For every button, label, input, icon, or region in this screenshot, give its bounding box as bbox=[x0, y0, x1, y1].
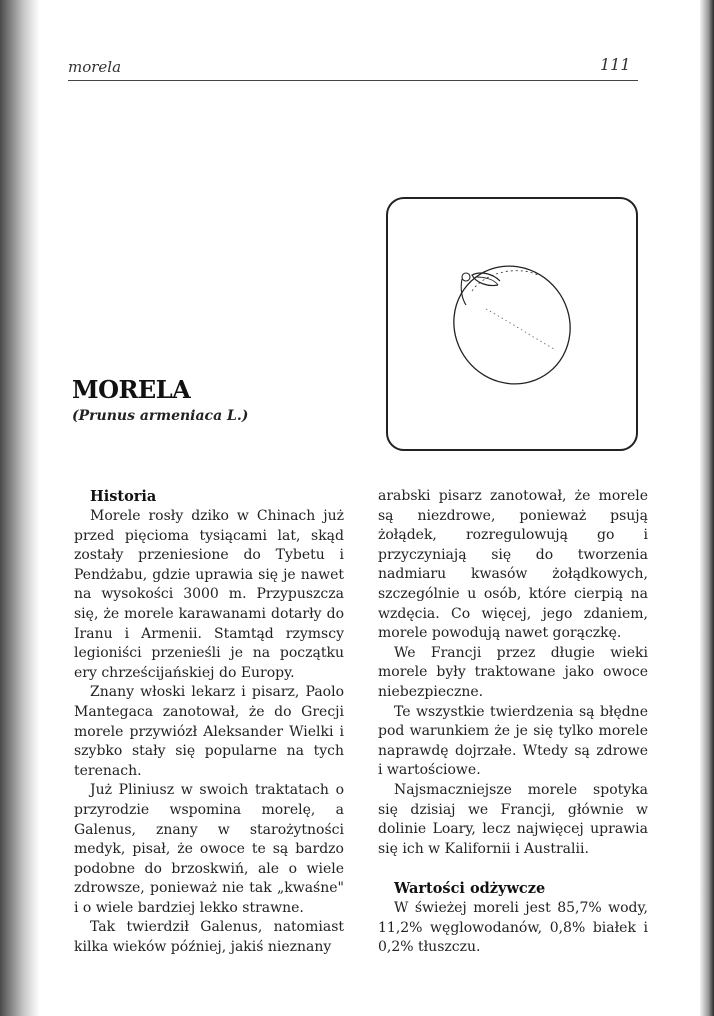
paragraph: Już Pliniusz w swoich traktatach o przyrodzie wspomina morelę, a Galenus, znany w starożytności medyk, pisał, że owoce te są bardzo podobne do brzoskwiń, ale o wiele zdrowsze, ponieważ nie tak „kwaśne" i o wiele bardziej lekko strawne. bbox=[74, 782, 344, 916]
left-column bbox=[74, 487, 344, 958]
paragraph: Te wszystkie twierdzenia są błędne pod warunkiem że je się tylko morele naprawdę dojrzałe. Wtedy są zdrowe i wartościowe. bbox=[378, 703, 648, 779]
paragraph: Morele rosły dziko w Chinach już przed pięcioma tysiącami lat, skąd zostały przeniesione do Tybetu i Pendżabu, gdzie uprawia się je nawet na wysokości 3000 m. Przypuszcza się, że morele karawanami dotarły do Iranu i Armenii. Stamtąd rzymscy legioniści przenieśli je na początku ery chrześcijańskiej do Europy. bbox=[74, 508, 344, 681]
article-title: MORELA bbox=[72, 375, 191, 404]
page-edge-shadow bbox=[700, 0, 714, 1016]
illustration-frame bbox=[386, 197, 638, 451]
paragraph: Znany włoski lekarz i pisarz, Paolo Mantegaca zanotował, że do Grecji morele przywiózł Aleksander Wielki i szybko stały się popularne na tych terenach. bbox=[74, 684, 344, 779]
paragraph: Najsmaczniejsze morele spotyka się dzisiaj we Francji, głównie w dolinie Loary, lecz najwięcej uprawia się ich w Kalifornii i Australii. bbox=[378, 781, 648, 857]
right-column bbox=[378, 487, 648, 958]
paragraph: Tak twierdził Galenus, natomiast kilka wieków później, jakiś nieznany bbox=[74, 919, 344, 956]
running-head: morela bbox=[68, 58, 122, 76]
latin-name: (Prunus armeniaca L.) bbox=[72, 408, 249, 424]
paragraph-continuation: arabski pisarz zanotował, że morele są niezdrowe, ponieważ psują żołądek, rozregulowują go i przyczyniają się do tworzenia nadmiaru kwasów żołądkowych, szczególnie u osób, które cierpią na wzdęcia. Co więcej, jego zdaniem, morele powodują nawet gorączkę. bbox=[378, 488, 648, 642]
book-spine-shadow bbox=[0, 0, 40, 1016]
paragraph: We Francji przez długie wieki morele były traktowane jako owoce niebezpieczne. bbox=[378, 644, 648, 700]
header-rule bbox=[68, 80, 638, 81]
paragraph: W świeżej moreli jest 85,7% wody, 11,2% węglowodanów, 0,8% białek i 0,2% tłuszczu. bbox=[378, 900, 648, 956]
section-heading-history: Historia bbox=[90, 488, 157, 505]
page-number: 111 bbox=[600, 55, 631, 74]
apricot-drawing bbox=[388, 199, 636, 449]
section-heading-nutrition: Wartości odżywcze bbox=[394, 880, 546, 898]
